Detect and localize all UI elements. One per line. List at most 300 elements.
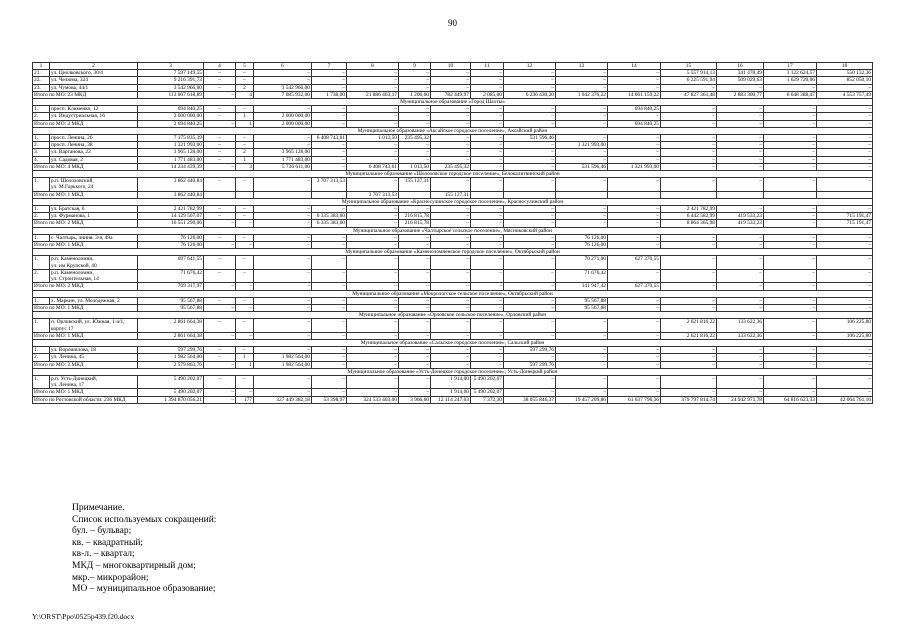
table-cell: 1 206,60 <box>399 91 431 98</box>
table-cell: – <box>817 269 873 282</box>
table-cell: – <box>312 332 347 339</box>
table-cell: – <box>764 178 817 191</box>
row-number: 22. <box>33 77 50 84</box>
address-cell: р.п. Шолоховский, ул. М.Горького, 24 <box>50 178 138 191</box>
row-number: 2. <box>33 213 50 220</box>
table-cell <box>661 191 717 198</box>
table-cell: – <box>608 319 661 332</box>
table-cell: – <box>817 142 873 149</box>
table-cell <box>204 191 236 198</box>
header-cell: 1 <box>33 63 50 70</box>
address-cell: п. Орловский, ул. Южная, 1-а/1, корпус 17 <box>50 319 138 332</box>
table-cell: 95 567,88 <box>138 304 204 311</box>
table-row <box>33 256 873 269</box>
table-cell: – <box>471 113 504 120</box>
table-cell: – <box>504 142 556 149</box>
table-cell: – <box>347 347 399 354</box>
section-title: Муниципальное образование «Аксайское городское поселение», Аксайский район <box>33 127 873 134</box>
table-cell: 3 966,60 <box>399 396 431 403</box>
table-cell: – <box>399 269 431 282</box>
table-cell: – <box>661 149 717 156</box>
table-cell: – <box>204 361 236 368</box>
table-cell: 24 942 971,78 <box>717 396 764 403</box>
table-cell: 76 126,00 <box>138 234 204 241</box>
section-header-row <box>33 312 873 319</box>
address-cell: с. Чалтырь, линия. 3-я, 49а <box>50 234 138 241</box>
table-row <box>33 142 873 149</box>
total-row <box>33 396 873 403</box>
table-cell: 341 478,49 <box>717 70 764 77</box>
table-cell: – <box>399 142 431 149</box>
table-cell: – <box>347 142 399 149</box>
total-row <box>33 361 873 368</box>
table-cell: – <box>312 256 347 269</box>
header-cell: 18 <box>817 63 873 70</box>
table-cell: – <box>764 389 817 396</box>
row-number: 1. <box>33 234 50 241</box>
total-label: Итого по МО: 1 МКД <box>33 332 138 339</box>
table-cell: 64 816 623,33 <box>764 396 817 403</box>
table-cell: – <box>431 269 471 282</box>
table-cell: – <box>764 106 817 113</box>
total-label: Итого по МО: 1 МКД <box>33 191 138 198</box>
table-cell: – <box>347 149 399 156</box>
table-cell: – <box>254 332 312 339</box>
table-cell: – <box>471 242 504 249</box>
table-cell: – <box>347 234 399 241</box>
table-cell: 6 442 582,99 <box>661 213 717 220</box>
table-cell: – <box>717 178 764 191</box>
table-cell: – <box>661 347 717 354</box>
table-cell: – <box>717 142 764 149</box>
table-cell: – <box>204 220 236 227</box>
table-cell: – <box>254 283 312 290</box>
table-cell: 782 449,97 <box>431 91 471 98</box>
table-cell: 12 114 247,03 <box>431 396 471 403</box>
table-cell: – <box>254 234 312 241</box>
table-cell: – <box>764 332 817 339</box>
header-cell: 15 <box>661 63 717 70</box>
note-line: Примечание. <box>72 503 125 513</box>
header-cell: 17 <box>764 63 817 70</box>
table-cell: – <box>504 319 556 332</box>
address-cell: р.п. Усть-Донецкий, ул. Ленина, 17 <box>50 375 138 388</box>
table-row <box>33 149 873 156</box>
table-cell: – <box>254 256 312 269</box>
section-title: Муниципальное образование «Чалтырское сельское поселение», Мясниковский район <box>33 227 873 234</box>
table-row <box>33 297 873 304</box>
row-number: 3. <box>33 149 50 156</box>
table-cell: – <box>717 297 764 304</box>
table-cell: – <box>236 389 254 396</box>
table-cell: – <box>471 77 504 84</box>
table-cell: 7 175 835,39 <box>138 135 204 142</box>
table-cell: – <box>471 163 504 170</box>
total-row <box>33 163 873 170</box>
address-cell: ул. Чумова, 44/1 <box>50 84 138 91</box>
row-number: 4. <box>33 156 50 163</box>
total-row <box>33 332 873 339</box>
table-cell: – <box>254 389 312 396</box>
table-cell: – <box>399 304 431 311</box>
table-row <box>33 206 873 213</box>
table-cell: – <box>312 297 347 304</box>
total-row <box>33 283 873 290</box>
table-cell: – <box>254 142 312 149</box>
section-header-row <box>33 171 873 178</box>
table-cell: – <box>608 135 661 142</box>
table-row <box>33 347 873 354</box>
table-cell: – <box>236 269 254 282</box>
table-cell: – <box>661 135 717 142</box>
table-cell: – <box>608 156 661 163</box>
total-label: Итого по МО: 2 МКД <box>33 120 138 127</box>
table-cell: 61 637 796,36 <box>608 396 661 403</box>
table-cell: – <box>399 375 431 388</box>
table-cell: – <box>312 77 347 84</box>
table-cell: – <box>608 213 661 220</box>
table-cell: – <box>431 206 471 213</box>
table-cell: – <box>254 269 312 282</box>
table-cell: – <box>608 234 661 241</box>
table-cell: 133 622,36 <box>717 319 764 332</box>
table-cell: – <box>717 256 764 269</box>
address-cell: ул. Индустриальная, 16 <box>50 113 138 120</box>
table-cell: – <box>312 70 347 77</box>
table-cell: – <box>556 361 608 368</box>
table-cell <box>608 191 661 198</box>
table-cell: – <box>504 84 556 91</box>
table-cell: 1 738,00 <box>312 91 347 98</box>
table-cell: – <box>236 332 254 339</box>
table-cell: – <box>504 106 556 113</box>
table-cell: 3 542 966,00 <box>254 84 312 91</box>
table-cell: – <box>399 77 431 84</box>
table-cell: – <box>312 361 347 368</box>
table-cell: – <box>312 269 347 282</box>
table-cell: 235 495,32 <box>399 135 431 142</box>
table-cell: – <box>431 70 471 77</box>
table-cell: 327 449 382,18 <box>254 396 312 403</box>
table-row <box>33 77 873 84</box>
table-cell: – <box>556 84 608 91</box>
table-cell: 3 542 966,00 <box>138 84 204 91</box>
table-cell <box>471 191 504 198</box>
row-number: 1. <box>33 256 50 269</box>
table-cell: – <box>504 283 556 290</box>
table-cell: – <box>764 375 817 388</box>
table-cell: 2 883 300,77 <box>717 91 764 98</box>
table-cell: – <box>661 120 717 127</box>
table-cell: – <box>504 297 556 304</box>
row-number: 2. <box>33 113 50 120</box>
table-cell: – <box>608 332 661 339</box>
table-cell: – <box>431 142 471 149</box>
table-cell: – <box>504 120 556 127</box>
table-cell: 694 840,25 <box>608 120 661 127</box>
table-cell: – <box>347 283 399 290</box>
table-cell: – <box>399 297 431 304</box>
table-cell: – <box>399 120 431 127</box>
address-cell: ул. Братская, 6 <box>50 206 138 213</box>
table-cell: 9 216 391,73 <box>138 77 204 84</box>
table-cell: – <box>236 220 254 227</box>
table-cell: 21 886 463,17 <box>347 91 399 98</box>
table-cell: – <box>204 297 236 304</box>
table-cell: – <box>431 361 471 368</box>
table-cell: – <box>204 120 236 127</box>
table-cell: 106 225,80 <box>817 319 873 332</box>
table-row <box>33 269 873 282</box>
row-number: 1. <box>33 347 50 354</box>
table-cell: – <box>431 220 471 227</box>
table-cell: – <box>347 106 399 113</box>
table-cell: – <box>254 319 312 332</box>
total-row <box>33 304 873 311</box>
table-cell: 2 421 782,99 <box>138 206 204 213</box>
table-cell: – <box>254 347 312 354</box>
table-cell: – <box>764 283 817 290</box>
address-cell: ул. Ленина, 45 <box>50 354 138 361</box>
table-cell: – <box>817 120 873 127</box>
table-cell: 7 597 149,55 <box>138 70 204 77</box>
table-cell: – <box>254 206 312 213</box>
table-cell: – <box>347 213 399 220</box>
table-cell: – <box>764 142 817 149</box>
table-row <box>33 354 873 361</box>
total-label: Итого по МО: 23 МКД <box>33 91 138 98</box>
table-cell: – <box>431 84 471 91</box>
table-cell: – <box>204 106 236 113</box>
table-cell: – <box>504 304 556 311</box>
table-cell: 4 <box>236 91 254 98</box>
table-cell: – <box>399 156 431 163</box>
table-cell: – <box>764 135 817 142</box>
table-cell: 2 861 664,38 <box>138 319 204 332</box>
table-cell: 1 982 564,00 <box>254 354 312 361</box>
table-cell: 14 061 159,22 <box>608 91 661 98</box>
table-cell: 694 840,25 <box>608 106 661 113</box>
table-cell: – <box>817 361 873 368</box>
table-cell: – <box>608 297 661 304</box>
table-cell: – <box>347 319 399 332</box>
address-cell: ул. Циолковского, 30/4 <box>50 70 138 77</box>
table-cell: – <box>204 213 236 220</box>
table-cell: 1 321 993,00 <box>608 163 661 170</box>
table-cell: 1 629 720,06 <box>764 77 817 84</box>
table-cell: – <box>399 206 431 213</box>
section-title: Муниципальное образование «Орловское сельское поселение», Орловский район <box>33 312 873 319</box>
table-cell: – <box>556 77 608 84</box>
table-cell: – <box>504 178 556 191</box>
table-cell: 106 225,80 <box>817 332 873 339</box>
table-cell: – <box>471 361 504 368</box>
table-cell: – <box>347 178 399 191</box>
table-cell: 597 299,76 <box>138 347 204 354</box>
section-title: Муниципальное образование «Шолоховское городское поселение», Белокалитвинский район <box>33 171 873 178</box>
total-label: Итого по МО: 1 МКД <box>33 304 138 311</box>
table-cell: 7 372,30 <box>471 396 504 403</box>
table-cell: – <box>471 84 504 91</box>
note-line: МО – муниципальное образование; <box>72 584 216 595</box>
table-cell: – <box>236 77 254 84</box>
table-cell: – <box>661 269 717 282</box>
table-cell: – <box>399 347 431 354</box>
table-cell: – <box>312 106 347 113</box>
table-cell: – <box>817 106 873 113</box>
section-header-row <box>33 127 873 134</box>
header-cell: 14 <box>608 63 661 70</box>
table-cell: – <box>717 106 764 113</box>
table-cell: – <box>471 319 504 332</box>
table-cell: 38 055 846,37 <box>504 396 556 403</box>
table-cell: – <box>347 354 399 361</box>
table-cell: – <box>471 156 504 163</box>
table-cell: – <box>431 178 471 191</box>
table-cell: 6 648 388,47 <box>764 91 817 98</box>
table-cell: – <box>717 149 764 156</box>
section-title: Муниципальное образование «Усть-Донецкое городское поселение», Усть-Донецкий район <box>33 368 873 375</box>
table-row <box>33 106 873 113</box>
table-cell: 2 <box>236 149 254 156</box>
table-cell: – <box>717 354 764 361</box>
table-row <box>33 375 873 388</box>
table-cell: 1 013,50 <box>347 135 399 142</box>
table-cell: – <box>661 297 717 304</box>
table-cell: – <box>661 354 717 361</box>
table-cell: 2 694 840,25 <box>138 120 204 127</box>
table-cell: – <box>661 256 717 269</box>
table-row <box>33 113 873 120</box>
total-row <box>33 91 873 98</box>
table-cell: 419 533,23 <box>717 213 764 220</box>
table-cell: – <box>817 178 873 191</box>
header-cell: 10 <box>431 63 471 70</box>
table-cell: – <box>254 135 312 142</box>
table-cell: – <box>431 332 471 339</box>
table-cell: 5 557 914,13 <box>661 70 717 77</box>
table-cell: – <box>236 375 254 388</box>
table-cell: – <box>661 304 717 311</box>
table-cell: – <box>717 361 764 368</box>
table-cell: – <box>204 206 236 213</box>
table-cell: 3 <box>236 163 254 170</box>
table-cell: – <box>204 283 236 290</box>
table-cell: – <box>236 297 254 304</box>
table-cell: – <box>399 113 431 120</box>
table-cell: – <box>399 256 431 269</box>
table-cell: – <box>254 213 312 220</box>
table-cell: 769 317,97 <box>138 283 204 290</box>
table-cell: – <box>236 304 254 311</box>
table-cell: – <box>347 120 399 127</box>
table-cell: – <box>556 332 608 339</box>
table-cell: – <box>556 354 608 361</box>
table-cell: – <box>204 256 236 269</box>
row-number: 1. <box>33 106 50 113</box>
address-cell: ул. Челюма, 324 <box>50 77 138 84</box>
table-cell: – <box>254 220 312 227</box>
table-cell: 5 490 202,07 <box>138 375 204 388</box>
table-cell: – <box>661 242 717 249</box>
table-cell: – <box>661 142 717 149</box>
table-cell: – <box>817 242 873 249</box>
table-cell: 3 965 128,00 <box>254 149 312 156</box>
table-cell: 697 641,55 <box>138 256 204 269</box>
table-cell: – <box>236 178 254 191</box>
note-line: кв-л. – квартал; <box>72 549 135 560</box>
table-cell: – <box>764 156 817 163</box>
table-cell: 531 596,46 <box>504 135 556 142</box>
table-cell: – <box>204 242 236 249</box>
table-cell: – <box>661 84 717 91</box>
table-cell: – <box>471 70 504 77</box>
table-row <box>33 319 873 332</box>
table-cell: – <box>431 319 471 332</box>
table-cell: – <box>764 120 817 127</box>
table-cell: – <box>347 113 399 120</box>
table-cell: – <box>817 156 873 163</box>
header-cell: 6 <box>254 63 312 70</box>
total-row <box>33 191 873 198</box>
table-cell: – <box>717 120 764 127</box>
table-cell: 6 408 743,61 <box>312 135 347 142</box>
table-cell: 71 676,42 <box>556 269 608 282</box>
total-row <box>33 389 873 396</box>
table-cell: – <box>504 234 556 241</box>
address-cell: р.п. Каменоломни, ул. Строительная, 14 <box>50 269 138 282</box>
row-number: 2. <box>33 354 50 361</box>
table-cell: 531 596,46 <box>556 163 608 170</box>
header-cell: 4 <box>204 63 236 70</box>
table-cell: 379 797 814,74 <box>661 396 717 403</box>
table-cell: 3 707 313,53 <box>347 191 399 198</box>
table-cell: – <box>399 70 431 77</box>
table-cell: – <box>764 242 817 249</box>
table-row <box>33 234 873 241</box>
table-cell: – <box>608 242 661 249</box>
table-cell: – <box>431 149 471 156</box>
table-cell: – <box>399 332 431 339</box>
table-cell: – <box>608 84 661 91</box>
table-cell: 1 042 376,22 <box>556 91 608 98</box>
table-cell: 1 <box>236 361 254 368</box>
row-number: 2. <box>33 142 50 149</box>
table-cell: – <box>347 242 399 249</box>
table-cell: – <box>717 113 764 120</box>
table-cell: – <box>764 256 817 269</box>
table-cell: – <box>347 77 399 84</box>
table-cell: – <box>764 297 817 304</box>
note-line: Список используемых сокращений: <box>72 514 217 525</box>
table-cell: – <box>661 375 717 388</box>
table-cell <box>504 191 556 198</box>
table-cell: 71 676,42 <box>138 269 204 282</box>
table-cell: – <box>254 375 312 388</box>
table-cell: – <box>347 256 399 269</box>
table-cell: 76 126,00 <box>556 234 608 241</box>
total-row <box>33 220 873 227</box>
section-header-row <box>33 368 873 375</box>
header-cell: 13 <box>556 63 608 70</box>
table-cell: – <box>764 84 817 91</box>
table-cell: – <box>661 389 717 396</box>
table-cell: – <box>817 149 873 156</box>
table-cell: – <box>347 84 399 91</box>
table-cell: – <box>312 84 347 91</box>
table-cell: – <box>204 347 236 354</box>
table-cell: – <box>608 206 661 213</box>
